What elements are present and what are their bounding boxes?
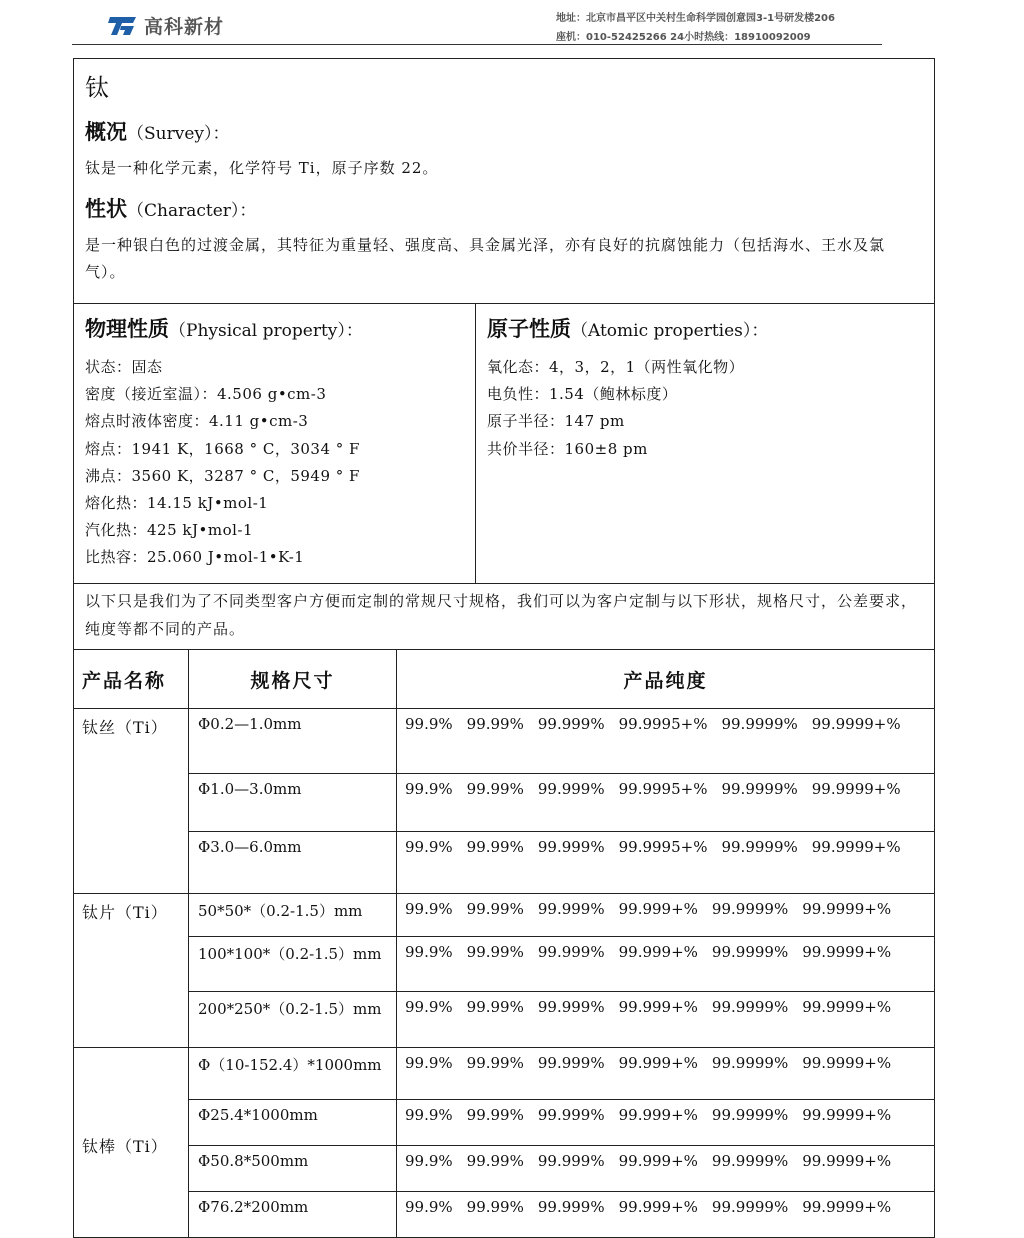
atomic-line: 原子半径：147 pm: [487, 412, 625, 431]
purity-value: 99.99%: [466, 780, 524, 798]
purity-cell: [397, 1100, 935, 1146]
spec-cell: Φ（10-152.4）*1000mm: [189, 1048, 397, 1100]
purity-value: 99.999+%: [618, 1106, 698, 1124]
element-title: 钛: [85, 74, 109, 102]
purity-value: 99.9999%: [711, 1152, 789, 1170]
purity-value: 99.9%: [405, 715, 453, 733]
purity-value: 99.9%: [405, 1152, 453, 1170]
physical-line: 状态：固态: [85, 358, 163, 376]
purity-value: 99.9999+%: [802, 998, 892, 1016]
atomic-properties: [476, 304, 934, 583]
physical-properties: [74, 304, 476, 583]
product-name: 钛片（Ti）: [82, 903, 168, 922]
purity-value: 99.9999%: [721, 715, 798, 733]
character-text: 是一种银白色的过渡金属，其特征为重量轻、强度高、具金属光泽，亦有良好的抗腐蚀能力（包括海水、王水及氯气）。: [85, 236, 886, 281]
purity-value: 99.99%: [466, 715, 524, 733]
table-row: [74, 1100, 935, 1146]
physical-heading: 物理性质（Physical property）：: [85, 316, 363, 341]
purity-value: 99.9999%: [711, 1106, 789, 1124]
purity-value: 99.999+%: [618, 943, 698, 961]
spec-cell: Φ1.0—3.0mm: [189, 774, 397, 832]
purity-value: 99.99%: [466, 900, 524, 918]
spec-cell: Φ0.2—1.0mm: [189, 709, 397, 774]
element-intro-section: [73, 58, 935, 304]
physical-line: 比热容：25.060 J•mol-1•K-1: [85, 548, 305, 567]
product-name: 钛丝（Ti）: [82, 718, 168, 737]
table-row: [74, 1192, 935, 1238]
spec-cell: Φ25.4*1000mm: [189, 1100, 397, 1146]
physical-line: 熔点：1941 K，1668 ° C，3034 ° F: [85, 439, 360, 458]
product-name: 钛棒（Ti）: [82, 1137, 168, 1156]
purity-value: 99.9%: [405, 1054, 453, 1072]
purity-value: 99.9999%: [721, 780, 798, 798]
spec-cell: Φ3.0—6.0mm: [189, 832, 397, 894]
purity-value: 99.9999+%: [802, 1106, 892, 1124]
table-row: [74, 709, 935, 774]
logo-text: 高科新材: [144, 16, 225, 38]
purity-cell: [397, 1048, 935, 1100]
spec-cell: Φ50.8*500mm: [189, 1146, 397, 1192]
table-row: [74, 1048, 935, 1100]
purity-value: 99.9999+%: [802, 1198, 892, 1216]
purity-value: 99.999+%: [618, 1152, 698, 1170]
col-header-product-name: 产品名称: [74, 650, 189, 709]
purity-value: 99.9999+%: [811, 715, 901, 733]
purity-cell: [397, 1146, 935, 1192]
purity-value: 99.9995+%: [618, 838, 708, 856]
purity-cell: [397, 709, 935, 774]
purity-value: 99.9%: [405, 900, 453, 918]
purity-value: 99.999%: [537, 780, 605, 798]
purity-value: 99.99%: [466, 838, 524, 856]
purity-value: 99.999%: [537, 715, 605, 733]
survey-text: 钛是一种化学元素，化学符号 Ti，原子序数 22。: [85, 159, 439, 177]
purity-value: 99.9999%: [711, 1054, 789, 1072]
purity-value: 99.9995+%: [618, 715, 708, 733]
table-row: [74, 832, 935, 894]
phone-text: 座机：010-52425266 24小时热线：18910092009: [556, 32, 811, 43]
product-name-cell: [74, 1048, 189, 1238]
product-table: [73, 649, 935, 1238]
purity-value: 99.9%: [405, 838, 453, 856]
table-header-row: [74, 650, 935, 709]
purity-value: 99.9999+%: [811, 838, 901, 856]
purity-value: 99.9999+%: [802, 943, 892, 961]
purity-value: 99.99%: [466, 943, 524, 961]
purity-value: 99.9%: [405, 1198, 453, 1216]
spec-cell: 200*250*（0.2-1.5）mm: [189, 992, 397, 1048]
col-header-purity: 产品纯度: [397, 650, 935, 709]
purity-value: 99.99%: [466, 1054, 524, 1072]
purity-value: 99.9%: [405, 943, 453, 961]
purity-value: 99.999+%: [618, 998, 698, 1016]
purity-value: 99.9999+%: [802, 900, 892, 918]
spec-cell: 100*100*（0.2-1.5）mm: [189, 937, 397, 992]
table-row: [74, 992, 935, 1048]
purity-value: 99.99%: [466, 998, 524, 1016]
atomic-line: 共价半径：160±8 pm: [487, 439, 648, 458]
purity-value: 99.999%: [537, 838, 605, 856]
table-row: [74, 894, 935, 937]
purity-value: 99.999%: [537, 1198, 605, 1216]
company-logo: [108, 12, 224, 39]
purity-value: 99.9%: [405, 998, 453, 1016]
address-text: 地址：北京市昌平区中关村生命科学园创意园3-1号研发楼206: [556, 13, 835, 24]
purity-cell: [397, 894, 935, 937]
physical-line: 密度（接近室温）：4.506 g•cm-3: [85, 385, 327, 404]
purity-value: 99.9999%: [711, 943, 789, 961]
purity-value: 99.9999%: [711, 1198, 789, 1216]
purity-value: 99.9999%: [711, 998, 789, 1016]
purity-value: 99.9999%: [711, 900, 789, 918]
purity-cell: [397, 1192, 935, 1238]
purity-value: 99.99%: [466, 1152, 524, 1170]
product-name-cell: [74, 709, 189, 894]
physical-line: 熔点时液体密度：4.11 g•cm-3: [85, 412, 309, 431]
contact-info: [556, 9, 835, 47]
survey-heading: 概况（Survey）：: [85, 119, 230, 144]
purity-value: 99.999+%: [618, 900, 698, 918]
table-row: [74, 1146, 935, 1192]
properties-section: [73, 303, 935, 584]
purity-value: 99.999%: [537, 1054, 605, 1072]
table-row: [74, 937, 935, 992]
purity-value: 99.999%: [537, 943, 605, 961]
physical-line: 熔化热：14.15 kJ•mol-1: [85, 494, 269, 513]
purity-value: 99.99%: [466, 1198, 524, 1216]
purity-cell: [397, 774, 935, 832]
spec-cell: Φ76.2*200mm: [189, 1192, 397, 1238]
purity-value: 99.9999+%: [802, 1152, 892, 1170]
purity-value: 99.99%: [466, 1106, 524, 1124]
purity-value: 99.999%: [537, 1106, 605, 1124]
purity-value: 99.9%: [405, 1106, 453, 1124]
atomic-line: 电负性：1.54（鲍林标度）: [487, 385, 678, 404]
physical-line: 沸点：3560 K，3287 ° C，5949 ° F: [85, 466, 360, 485]
spec-cell: 50*50*（0.2-1.5）mm: [189, 894, 397, 937]
col-header-spec: 规格尺寸: [189, 650, 397, 709]
atomic-line: 氧化态：4，3，2，1（两性氧化物）: [487, 358, 745, 376]
purity-value: 99.9995+%: [618, 780, 708, 798]
purity-value: 99.999+%: [618, 1054, 698, 1072]
logo-icon: [108, 14, 138, 38]
atomic-heading: 原子性质（Atomic properties）：: [487, 316, 769, 341]
product-name-cell: [74, 894, 189, 1048]
purity-value: 99.9999+%: [811, 780, 901, 798]
purity-value: 99.9999%: [721, 838, 798, 856]
customization-note: 以下只是我们为了不同类型客户方便而定制的常规尺寸规格，我们可以为客户定制与以下形状，规格尺寸，公差要求，纯度等都不同的产品。: [73, 583, 935, 650]
character-heading: 性状（Character）：: [85, 196, 257, 221]
purity-cell: [397, 992, 935, 1048]
purity-value: 99.9%: [405, 780, 453, 798]
page-header: [72, 4, 882, 45]
table-row: [74, 774, 935, 832]
purity-value: 99.999%: [537, 998, 605, 1016]
physical-line: 汽化热：425 kJ•mol-1: [85, 521, 254, 540]
purity-cell: [397, 832, 935, 894]
purity-value: 99.999%: [537, 1152, 605, 1170]
purity-value: 99.999+%: [618, 1198, 698, 1216]
purity-value: 99.999%: [537, 900, 605, 918]
purity-cell: [397, 937, 935, 992]
purity-value: 99.9999+%: [802, 1054, 892, 1072]
